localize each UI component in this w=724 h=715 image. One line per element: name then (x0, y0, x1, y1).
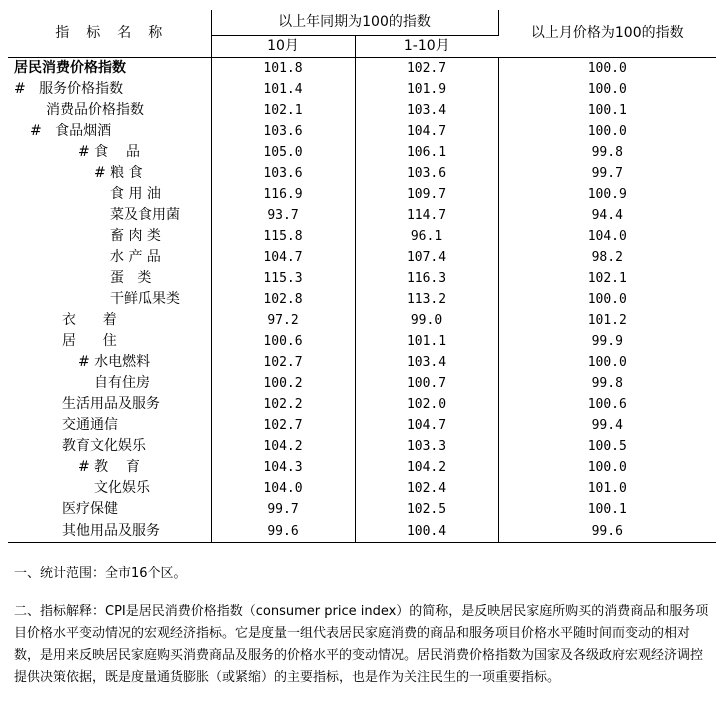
header-mom: 以上月价格为100的指数 (530, 25, 684, 41)
row-label: 衣 着 (8, 310, 211, 331)
table-row (8, 499, 716, 520)
value-month-yoy: 115.3 (211, 268, 355, 289)
value-mom: 100.5 (587, 439, 627, 454)
table-row (8, 142, 716, 163)
value-month-yoy: 93.7 (211, 205, 355, 226)
value-month-yoy: 97.2 (211, 310, 355, 331)
note-explanation: 二、指标解释：CPI是居民消费价格指数（consumer price index）的简称，是反映居民家庭所购买的消费商品和服务项目价格水平变动情况的宏观经济指标。它是度量一组代表居民家庭消费的商品和服务项目价格水平随时间而变动的相对数，是用来反映居民家庭购买消费商品及服务的价格水平的变动情况。居民消费价格指数为国家及各级政府宏观经济调控提供决策依据，既是度量通货膨胀（或紧缩）的主要指标，也是作为关注民生的一项重要指标。 (14, 604, 709, 685)
value-mom: 102.1 (587, 271, 627, 286)
value-mom: 104.0 (587, 229, 627, 244)
value-month-yoy: 102.1 (211, 100, 355, 121)
value-month-yoy: 103.6 (211, 163, 355, 184)
row-label: 教育文化娱乐 (8, 436, 211, 457)
value-cumulative-yoy: 113.2 (355, 289, 498, 310)
table-row (8, 310, 716, 331)
value-mom: 99.4 (591, 418, 623, 433)
row-label: 干鲜瓜果类 (8, 289, 211, 310)
value-month-yoy: 101.8 (211, 58, 355, 80)
value-mom: 99.7 (591, 166, 623, 181)
value-cumulative-yoy: 104.7 (355, 415, 498, 436)
table-row (8, 331, 716, 352)
value-month-yoy: 99.7 (211, 499, 355, 520)
value-cumulative-yoy: 116.3 (355, 268, 498, 289)
row-label: # 粮 食 (8, 163, 211, 184)
table-row (8, 373, 716, 394)
value-cumulative-yoy: 102.4 (355, 478, 498, 499)
value-month-yoy: 104.0 (211, 478, 355, 499)
value-mom: 99.8 (591, 376, 623, 391)
header-name-char: 称 (148, 25, 164, 41)
value-month-yoy: 101.4 (211, 79, 355, 100)
row-label: # 食品烟酒 (8, 121, 211, 142)
row-label: 医疗保健 (8, 499, 211, 520)
value-cumulative-yoy: 102.7 (355, 58, 498, 80)
value-month-yoy: 104.2 (211, 436, 355, 457)
value-mom: 101.2 (587, 313, 627, 328)
value-mom: 100.0 (587, 82, 627, 97)
value-mom: 99.6 (498, 520, 716, 543)
row-label: 菜及食用菌 (8, 205, 211, 226)
value-cumulative-yoy: 114.7 (355, 205, 498, 226)
value-month-yoy: 102.7 (211, 352, 355, 373)
value-mom: 100.9 (587, 187, 627, 202)
table-row (8, 415, 716, 436)
value-cumulative-yoy: 104.2 (355, 457, 498, 478)
value-mom: 94.4 (591, 208, 623, 223)
value-mom: 100.0 (587, 355, 627, 370)
value-cumulative-yoy: 106.1 (355, 142, 498, 163)
table-row (8, 205, 716, 226)
value-mom: 98.2 (591, 250, 623, 265)
row-label: 水 产 品 (8, 247, 211, 268)
value-cumulative-yoy: 102.5 (355, 499, 498, 520)
value-month-yoy: 100.2 (211, 373, 355, 394)
value-cumulative-yoy: 103.3 (355, 436, 498, 457)
row-label: 交通通信 (8, 415, 211, 436)
row-label: 自有住房 (8, 373, 211, 394)
value-mom: 100.0 (587, 124, 627, 139)
table-row (8, 478, 716, 499)
row-label: 生活用品及服务 (8, 394, 211, 415)
value-month-yoy: 99.6 (211, 520, 355, 543)
table-row (8, 247, 716, 268)
value-month-yoy: 102.7 (211, 415, 355, 436)
value-month-yoy: 100.6 (211, 331, 355, 352)
value-cumulative-yoy: 101.9 (355, 79, 498, 100)
value-cumulative-yoy: 103.4 (355, 352, 498, 373)
row-label: 文化娱乐 (8, 478, 211, 499)
value-mom: 100.0 (587, 292, 627, 307)
table-row (8, 163, 716, 184)
row-label: 居民消费价格指数 (8, 58, 211, 80)
row-label: # 水电燃料 (8, 352, 211, 373)
value-cumulative-yoy: 101.1 (355, 331, 498, 352)
cpi-table-body (8, 58, 716, 543)
value-month-yoy: 116.9 (211, 184, 355, 205)
header-month: 10月 (211, 36, 355, 58)
row-label: 畜 肉 类 (8, 226, 211, 247)
header-name-char: 名 (117, 25, 133, 41)
value-cumulative-yoy: 100.4 (355, 520, 498, 543)
value-mom: 100.0 (587, 460, 627, 475)
value-mom: 100.1 (587, 502, 627, 517)
table-row (8, 58, 716, 80)
table-row (8, 289, 716, 310)
row-label: 食 用 油 (8, 184, 211, 205)
header-cumulative: 1-10月 (355, 36, 498, 58)
value-mom: 100.1 (587, 103, 627, 118)
table-row (8, 352, 716, 373)
notes-section (14, 563, 714, 689)
value-mom: 100.0 (587, 61, 627, 76)
value-cumulative-yoy: 109.7 (355, 184, 498, 205)
value-month-yoy: 102.2 (211, 394, 355, 415)
table-row (8, 268, 716, 289)
table-row (8, 79, 716, 100)
row-label: 其他用品及服务 (8, 520, 211, 543)
value-mom: 100.6 (587, 397, 627, 412)
value-cumulative-yoy: 96.1 (355, 226, 498, 247)
value-cumulative-yoy: 99.0 (355, 310, 498, 331)
table-row (8, 226, 716, 247)
table-row (8, 100, 716, 121)
row-label: # 食 品 (8, 142, 211, 163)
table-row (8, 121, 716, 142)
table-row (8, 184, 716, 205)
value-cumulative-yoy: 103.6 (355, 163, 498, 184)
row-label: 居 住 (8, 331, 211, 352)
row-label: 蛋 类 (8, 268, 211, 289)
value-month-yoy: 115.8 (211, 226, 355, 247)
value-cumulative-yoy: 102.0 (355, 394, 498, 415)
value-month-yoy: 104.7 (211, 247, 355, 268)
row-label: # 教 育 (8, 457, 211, 478)
value-mom: 101.0 (587, 481, 627, 496)
note-scope: 一、统计范围：全市16个区。 (14, 566, 187, 581)
table-row (8, 394, 716, 415)
table-row (8, 436, 716, 457)
value-cumulative-yoy: 104.7 (355, 121, 498, 142)
header-name-char: 指 (55, 25, 71, 41)
value-month-yoy: 105.0 (211, 142, 355, 163)
table-row (8, 457, 716, 478)
value-month-yoy: 104.3 (211, 457, 355, 478)
header-name-char: 标 (86, 25, 102, 41)
value-month-yoy: 102.8 (211, 289, 355, 310)
table-row (8, 520, 716, 543)
header-indicator-name (8, 10, 211, 58)
cpi-table (8, 10, 716, 543)
row-label: # 服务价格指数 (8, 79, 211, 100)
value-month-yoy: 103.6 (211, 121, 355, 142)
value-cumulative-yoy: 107.4 (355, 247, 498, 268)
value-mom: 99.9 (591, 334, 623, 349)
value-cumulative-yoy: 100.7 (355, 373, 498, 394)
value-mom: 99.8 (591, 145, 623, 160)
value-cumulative-yoy: 103.4 (355, 100, 498, 121)
row-label: 消费品价格指数 (8, 100, 211, 121)
header-yoy-group: 以上年同期为100的指数 (211, 10, 498, 36)
